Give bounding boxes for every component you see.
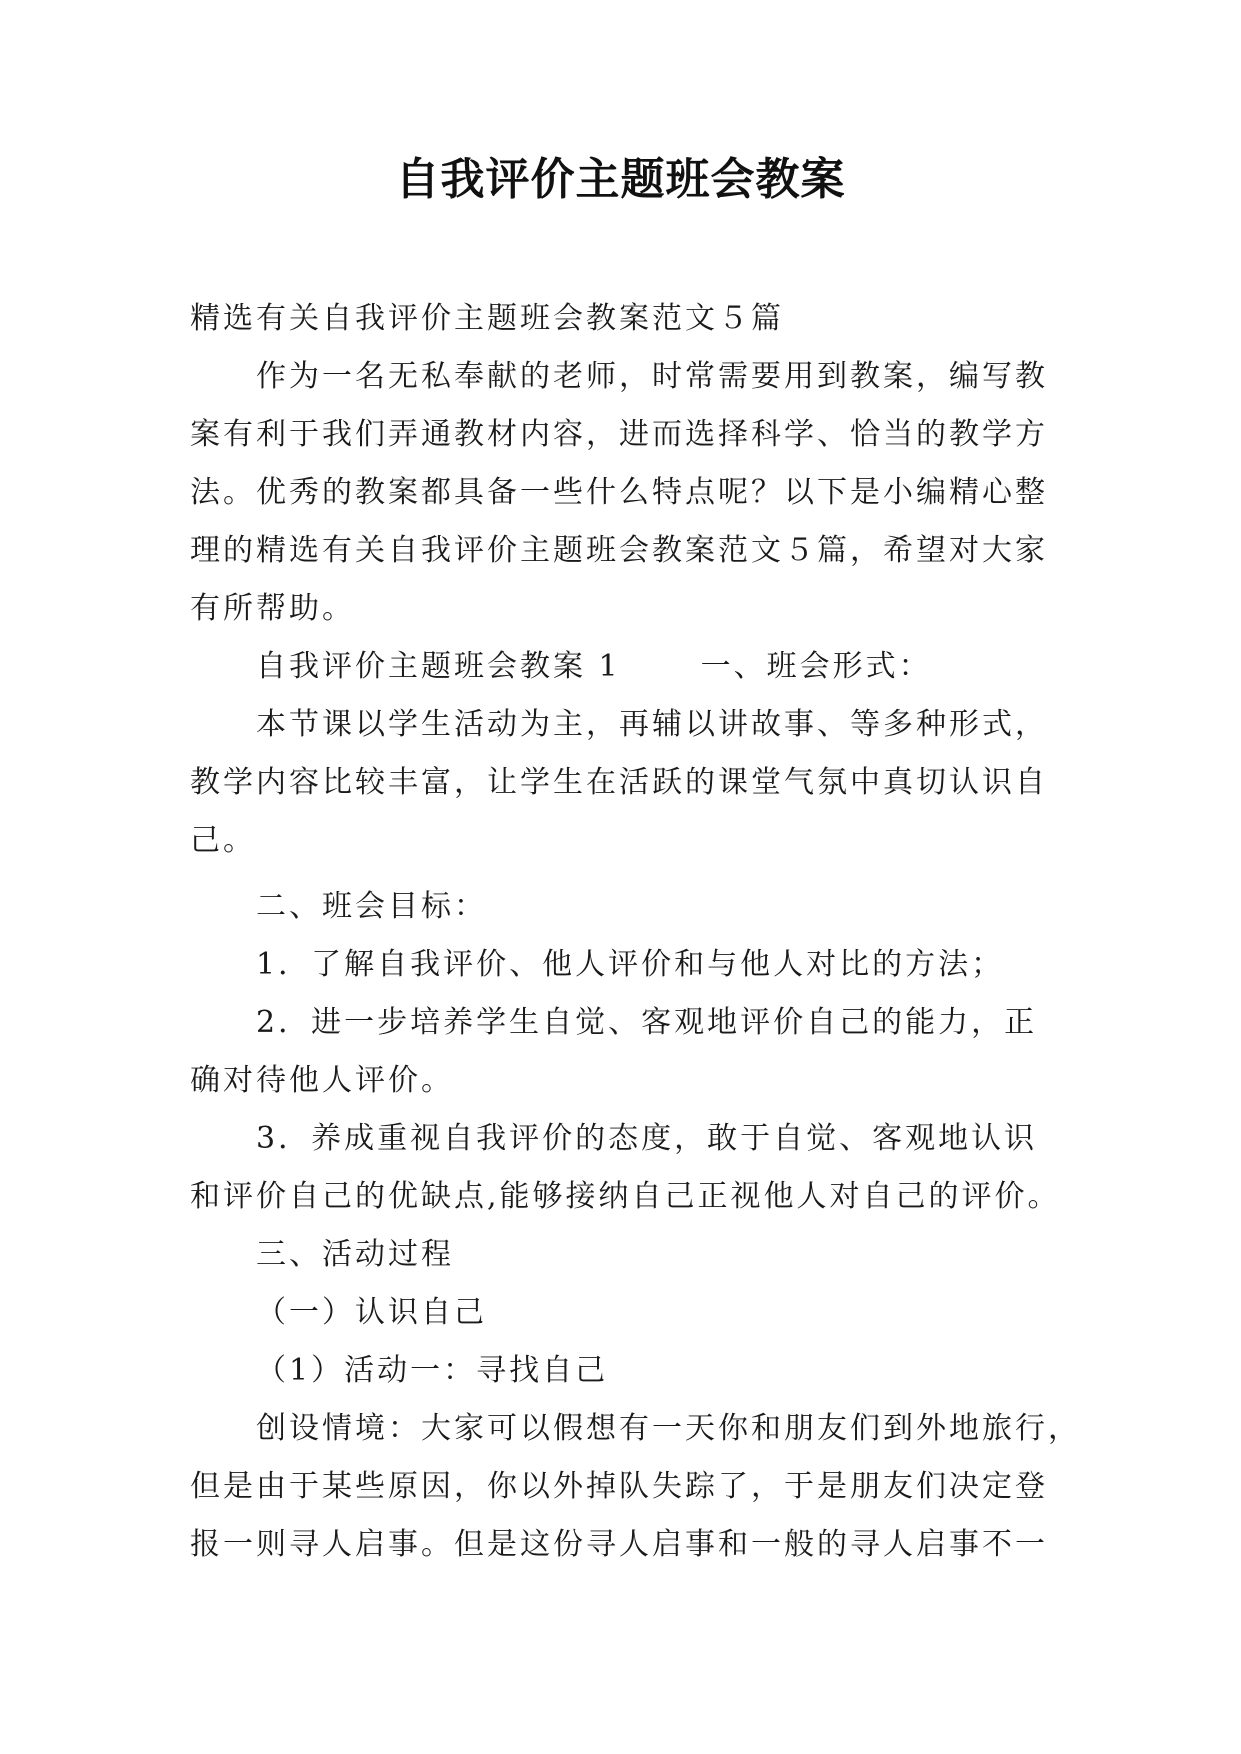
document-body: [190, 290, 1081, 1574]
document-title: 自我评价主题班会教案: [395, 154, 846, 205]
paragraph-line: 理的精选有关自我评价主题班会教案范文５篇，希望对大家: [190, 533, 1048, 568]
activity-heading: （1）活动一：寻找自己: [256, 1353, 609, 1388]
paragraph-line: 有所帮助。: [190, 591, 355, 626]
lesson-heading: 自我评价主题班会教案 1: [256, 649, 621, 684]
list-item: 3．养成重视自我评价的态度，敢于自觉、客观地认识: [256, 1121, 1038, 1156]
section-heading-line: [190, 638, 1055, 696]
paragraph-line: 本节课以学生活动为主，再辅以讲故事、等多种形式，: [256, 707, 1048, 742]
section-heading: 一、班会形式：: [700, 649, 932, 684]
section-heading: 二、班会目标：: [256, 889, 487, 924]
paragraph-line: 和评价自己的优缺点,能够接纳自己正视他人对自己的评价。: [190, 1179, 1061, 1214]
paragraph-line: 法。优秀的教案都具备一些什么特点呢？以下是小编精心整: [190, 475, 1048, 510]
list-item: 1．了解自我评价、他人评价和与他人对比的方法；: [256, 947, 1005, 982]
subsection-heading: （一）认识自己: [256, 1295, 487, 1330]
paragraph-line: 教学内容比较丰富，让学生在活跃的课堂气氛中真切认识自: [190, 765, 1048, 800]
paragraph-line: 但是由于某些原因，你以外掉队失踪了，于是朋友们决定登: [190, 1469, 1048, 1504]
paragraph-line: 案有利于我们弄通教材内容，进而选择科学、恰当的教学方: [190, 417, 1048, 452]
paragraph-line: 确对待他人评价。: [190, 1063, 454, 1098]
subtitle-line: 精选有关自我评价主题班会教案范文５篇: [190, 301, 784, 336]
paragraph-line: 作为一名无私奉献的老师，时常需要用到教案，编写教: [256, 359, 1048, 394]
paragraph-line: 创设情境：大家可以假想有一天你和朋友们到外地旅行，: [256, 1411, 1081, 1446]
list-item: 2．进一步培养学生自觉、客观地评价自己的能力，正: [256, 1005, 1038, 1040]
section-heading: 三、活动过程: [256, 1237, 454, 1272]
paragraph-line: 报一则寻人启事。但是这份寻人启事和一般的寻人启事不一: [190, 1527, 1048, 1562]
paragraph-line: 己。: [190, 823, 256, 858]
